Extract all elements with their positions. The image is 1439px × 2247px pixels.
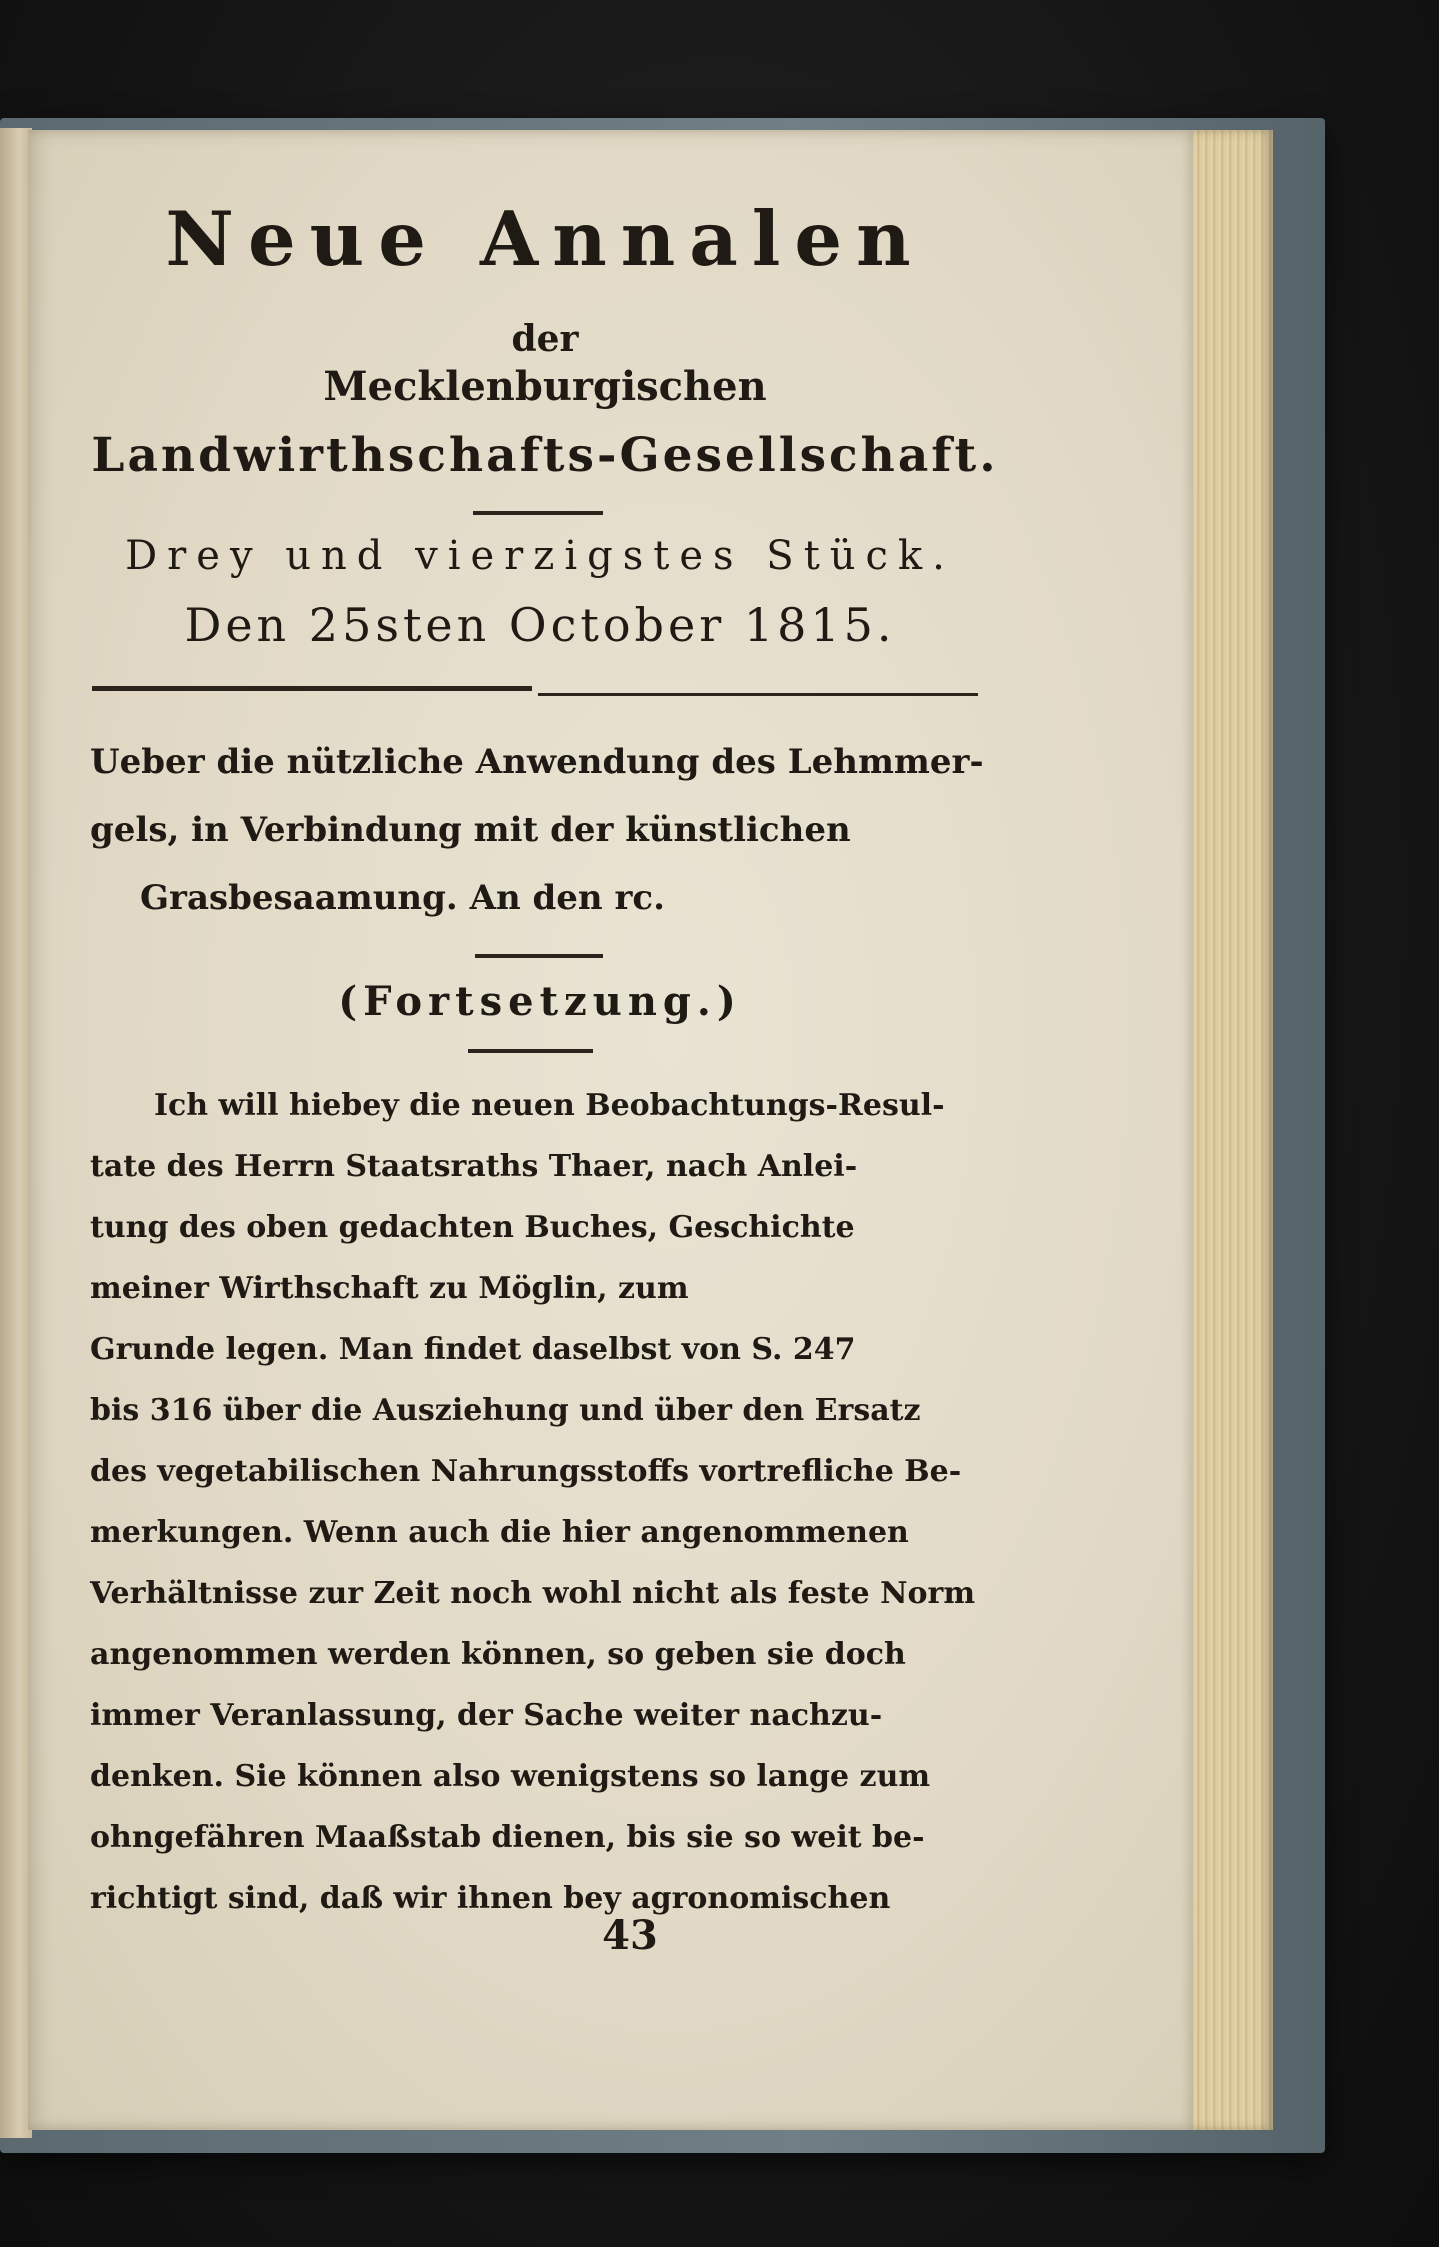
body-line: meiner Wirthschaft zu Möglin, zum	[90, 1271, 689, 1306]
body-line: immer Veranlassung, der Sache weiter nachzu-	[90, 1698, 883, 1733]
article-title	[90, 728, 990, 932]
title-society: Landwirthschafts-Gesellschaft.	[91, 428, 999, 483]
body-line: Grunde legen. Man findet daselbst von S. 247	[90, 1332, 856, 1367]
section-rule-right	[538, 693, 978, 696]
continuation-rule-bottom	[468, 1049, 593, 1053]
issue-number: Drey und vierzigstes Stück.	[125, 533, 955, 579]
article-title-line: Ueber die nützliche Anwendung des Lehmmer-	[90, 742, 984, 782]
body-line: ohngefähren Maaßstab dienen, bis sie so weit be-	[90, 1820, 925, 1855]
journal-title: Neue Annalen	[165, 195, 925, 283]
page-number: 43	[602, 1912, 658, 1959]
body-line: tung des oben gedachten Buches, Geschichte	[90, 1210, 855, 1245]
body-line: Verhältnisse zur Zeit noch wohl nicht als feste Norm	[90, 1576, 976, 1611]
page-edges	[1185, 130, 1273, 2130]
continuation-label: (Fortsetzung.)	[338, 978, 742, 1025]
body-line: tate des Herrn Staatsraths Thaer, nach Anlei-	[90, 1149, 858, 1184]
article-title-line: gels, in Verbindung mit der künstlichen	[90, 810, 851, 850]
issue-date: Den 25sten October 1815.	[184, 598, 896, 652]
body-text	[90, 1075, 990, 1929]
body-line: Ich will hiebey die neuen Beobachtungs-Resul-	[154, 1088, 945, 1123]
article-title-line: Grasbesaamung. An den rc.	[140, 878, 665, 918]
title-article-der: der	[511, 318, 579, 360]
section-rule-left	[92, 686, 532, 691]
continuation-rule-top	[475, 954, 603, 958]
body-line: angenommen werden können, so geben sie doch	[90, 1637, 906, 1672]
body-line: bis 316 über die Ausziehung und über den Ersatz	[90, 1393, 921, 1428]
body-line: richtigt sind, daß wir ihnen bey agronomischen	[90, 1881, 891, 1916]
title-mecklenburg: Mecklenburgischen	[323, 363, 767, 410]
title-rule	[473, 511, 603, 515]
body-line: merkungen. Wenn auch die hier angenommenen	[90, 1515, 909, 1550]
body-line: des vegetabilischen Nahrungsstoffs vortrefliche Be-	[90, 1454, 962, 1489]
body-line: denken. Sie können also wenigstens so lange zum	[90, 1759, 931, 1794]
